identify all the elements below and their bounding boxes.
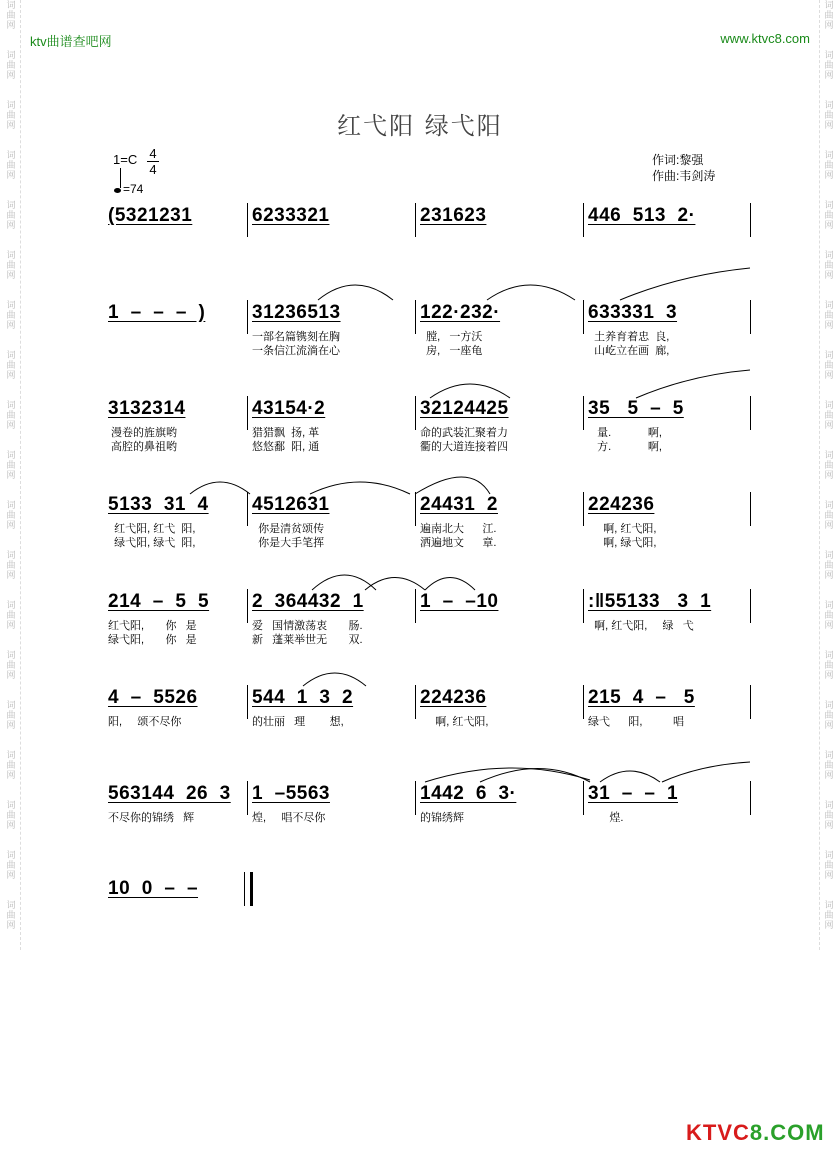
lyric-line — [588, 825, 678, 839]
lyrics — [108, 906, 198, 934]
lyric-line: 的锦绣辉 — [420, 812, 464, 824]
score-row — [0, 302, 840, 372]
lyric-line — [420, 633, 498, 647]
measure — [108, 494, 209, 550]
lyrics — [420, 715, 488, 743]
measure-notes: 231623 — [420, 205, 487, 226]
lyric-line: 绿弋阳, 绿弋 阳, — [108, 537, 196, 549]
lyric-line: 量. 啊, — [588, 427, 662, 439]
barline — [583, 396, 584, 430]
barline — [415, 203, 416, 237]
lyric-line — [108, 330, 205, 344]
measure — [252, 302, 341, 358]
slur — [415, 477, 490, 494]
lyric-line: 一部名篇镌刻在胸 — [252, 331, 340, 343]
measure — [108, 205, 192, 261]
lyric-line: 遍南北大 江. — [420, 523, 497, 535]
lyric-line: 绿弋 阳, 唱 — [588, 716, 684, 728]
lyric-line: 洒遍地文 章. — [420, 537, 497, 549]
lyric-line: 命的武装汇聚着力 — [420, 427, 508, 439]
barline — [415, 492, 416, 526]
measure — [420, 591, 498, 647]
lyric-line — [252, 247, 329, 261]
barline — [750, 781, 751, 815]
lyric-line: 膛, 一方沃 — [420, 331, 483, 343]
measure-notes: 43154·2 — [252, 398, 326, 419]
score-row — [0, 494, 840, 564]
lyric-line: 猎猎飘 扬, 革 — [252, 427, 320, 439]
composer: 作曲:韦剑涛 — [652, 169, 716, 183]
barline — [583, 685, 584, 719]
score-row — [0, 687, 840, 757]
lyric-line: 你是大手笔挥 — [252, 537, 325, 549]
site-url-link[interactable]: www.ktvc8.com — [720, 31, 810, 46]
lyric-line: 你是清贫颂传 — [252, 523, 325, 535]
barline — [750, 300, 751, 334]
lyric-line: 衢的大道连接着四 — [420, 441, 508, 453]
measure-notes: 214 – 5 5 — [108, 591, 210, 612]
tempo-value: =74 — [123, 182, 144, 196]
lyrics — [108, 715, 198, 743]
lyric-line: 的壮丽 理 想, — [252, 716, 344, 728]
lyric-line — [108, 344, 205, 358]
site-name-link[interactable]: ktv曲谱查吧网 — [30, 34, 112, 49]
measure — [420, 494, 498, 550]
slur — [303, 673, 366, 686]
measure — [252, 687, 353, 743]
lyric-line: 爱 国情激荡衷 肠. — [252, 620, 363, 632]
lyric-line: 新 蓬莱举世无 双. — [252, 634, 363, 646]
measure-notes: :‖55133 3 1 — [588, 591, 712, 612]
lyrics — [420, 330, 500, 358]
measure-notes: 1442 6 3· — [420, 783, 517, 804]
measure — [108, 878, 198, 934]
lyric-line — [420, 247, 486, 261]
quarter-note-icon — [114, 188, 121, 193]
measure — [420, 687, 488, 743]
measure-notes: 3132314 — [108, 398, 186, 419]
lyrics — [588, 522, 656, 550]
measure — [588, 783, 678, 839]
lyric-line — [108, 825, 231, 839]
measure-notes: 122·232· — [420, 302, 501, 323]
lyric-line — [108, 906, 198, 920]
score-row — [0, 591, 840, 661]
barline — [247, 589, 248, 623]
barline — [583, 589, 584, 623]
barline — [750, 685, 751, 719]
measure — [588, 591, 711, 647]
measure — [252, 591, 364, 647]
lyric-line — [108, 920, 198, 934]
measure-notes: 5133 31 4 — [108, 494, 209, 515]
lyrics — [108, 233, 192, 261]
lyric-line: 高腔的鼻祖哟 — [108, 441, 178, 453]
barline — [415, 685, 416, 719]
lyricist: 作词:黎强 — [652, 153, 704, 167]
lyrics — [108, 330, 205, 358]
measure-notes: 633331 3 — [588, 302, 678, 323]
lyric-line — [588, 729, 695, 743]
slur — [430, 384, 510, 398]
lyric-line — [588, 633, 711, 647]
measure-notes: 6233321 — [252, 205, 330, 226]
barline — [750, 396, 751, 430]
lyrics — [108, 619, 209, 647]
lyrics — [420, 233, 486, 261]
lyric-line: 煌. — [588, 812, 624, 824]
slur — [480, 769, 590, 783]
lyric-line: 红弋阳, 你 是 — [108, 620, 197, 632]
lyrics — [588, 233, 695, 261]
lyric-line: 悠悠鄱 阳, 通 — [252, 441, 320, 453]
barline — [415, 781, 416, 815]
lyrics — [252, 330, 341, 358]
barline — [415, 589, 416, 623]
lyric-line: 房, 一座龟 — [420, 345, 483, 357]
slur — [636, 370, 750, 398]
barline — [247, 203, 248, 237]
song-title: 红弋阳 绿弋阳 — [337, 112, 503, 140]
lyric-line: 土养育着忠 良, — [588, 331, 670, 343]
lyric-line — [420, 729, 488, 743]
measure — [588, 302, 677, 358]
barline — [247, 685, 248, 719]
measure — [108, 687, 198, 743]
measure — [420, 205, 486, 261]
lyrics — [420, 522, 498, 550]
tempo-marking — [114, 182, 143, 196]
lyrics — [588, 715, 695, 743]
lyric-line: 方. 啊, — [588, 441, 662, 453]
slur — [425, 768, 590, 782]
logo-part2: 8.COM — [749, 1120, 825, 1145]
slur — [425, 578, 475, 591]
slur — [365, 578, 425, 591]
lyric-line: 啊, 绿弋阳, — [588, 537, 657, 549]
barline — [247, 492, 248, 526]
key-signature: 1=C — [113, 152, 138, 167]
barline — [583, 492, 584, 526]
measure-notes: 31 – – 1 — [588, 783, 679, 804]
lyric-line: 煌, 唱不尽你 — [252, 812, 326, 824]
measure-notes: (5321231 — [108, 205, 193, 226]
score-row — [0, 878, 840, 948]
lyric-line: 啊, 红弋阳, — [420, 716, 489, 728]
lyric-line — [108, 247, 192, 261]
measure-notes: 224236 — [588, 494, 655, 515]
measure-notes: 563144 26 3 — [108, 783, 231, 804]
slur — [310, 482, 410, 494]
lyrics — [252, 811, 330, 839]
watermark-right: 词 曲 网 词 曲 网 词 曲 网 词 曲 网 词 曲 网 词 曲 网 词 曲 网 词 曲 网 词 曲 网 词 曲 网 词 曲 网 词 曲 网 词 曲 网 词 曲 网 词 曲 网 词 曲 网 词 曲 网 词 曲 网 词 曲 网 — [819, 0, 838, 950]
slur — [600, 771, 660, 782]
slur — [487, 285, 575, 300]
lyrics — [252, 715, 353, 743]
measure — [420, 783, 516, 839]
ktvc8-logo — [686, 1120, 825, 1146]
measure-notes: 1 –5563 — [252, 783, 330, 804]
measure-notes: 544 1 3 2 — [252, 687, 354, 708]
lyric-line — [252, 233, 329, 247]
measure-notes: 35 5 – 5 — [588, 398, 684, 419]
lyric-line — [420, 619, 498, 633]
measure — [588, 398, 684, 454]
measure-notes: 31236513 — [252, 302, 341, 323]
lyric-line — [252, 825, 330, 839]
score-row — [0, 783, 840, 853]
lyrics — [252, 426, 325, 454]
lyric-line: 阳, 颂不尽你 — [108, 716, 182, 728]
measure-notes: 10 0 – – — [108, 878, 199, 899]
measure — [252, 205, 329, 261]
lyrics — [588, 619, 711, 647]
barline — [415, 396, 416, 430]
time-bottom: 4 — [149, 162, 157, 177]
lyric-line — [588, 247, 695, 261]
lyric-line: 山屹立在画 廊, — [588, 345, 670, 357]
measure — [252, 494, 329, 550]
barline — [247, 300, 248, 334]
time-signature — [147, 146, 159, 177]
lyrics — [588, 426, 684, 454]
measure — [588, 205, 695, 261]
measure — [420, 398, 509, 454]
measure — [588, 687, 695, 743]
lyrics — [420, 619, 498, 647]
measure — [588, 494, 656, 550]
barline — [583, 300, 584, 334]
credits — [652, 152, 715, 184]
lyrics — [252, 522, 329, 550]
lyrics — [420, 426, 509, 454]
measure-notes: 1 – –10 — [420, 591, 499, 612]
measure-notes: 215 4 – 5 — [588, 687, 695, 708]
measure-notes: 4512631 — [252, 494, 330, 515]
lyrics — [252, 619, 364, 647]
barline — [415, 300, 416, 334]
lyrics — [108, 522, 209, 550]
lyric-line: 不尽你的锦绣 辉 — [108, 812, 195, 824]
measure — [108, 591, 209, 647]
time-top: 4 — [147, 146, 159, 162]
measure — [108, 302, 205, 358]
barline — [750, 589, 751, 623]
lyrics — [420, 811, 516, 839]
measure-notes: 1 – – – ) — [108, 302, 206, 323]
slur — [190, 482, 250, 494]
slur — [662, 762, 750, 782]
barline — [247, 781, 248, 815]
lyric-line: 漫卷的旌旗哟 — [108, 427, 178, 439]
lyric-line: 绿弋阳, 你 是 — [108, 634, 197, 646]
barline — [750, 492, 751, 526]
lyric-line — [108, 729, 198, 743]
lyric-line — [108, 233, 192, 247]
barline — [583, 203, 584, 237]
lyrics — [252, 233, 329, 261]
barline — [247, 396, 248, 430]
lyric-line — [420, 233, 486, 247]
lyrics — [588, 330, 677, 358]
logo-part1: KTVC — [686, 1120, 750, 1145]
score-row — [0, 205, 840, 275]
measure-notes: 224236 — [420, 687, 487, 708]
measure — [108, 398, 185, 454]
barline — [750, 203, 751, 237]
measure-notes: 446 513 2· — [588, 205, 696, 226]
measure — [420, 302, 500, 358]
lyric-line: 一条信江流淌在心 — [252, 345, 340, 357]
lyric-line — [252, 729, 353, 743]
lyrics — [108, 811, 231, 839]
measure-notes: 4 – 5526 — [108, 687, 198, 708]
slur — [312, 575, 376, 590]
watermark-left: 词 曲 网 词 曲 网 词 曲 网 词 曲 网 词 曲 网 词 曲 网 词 曲 网 词 曲 网 词 曲 网 词 曲 网 词 曲 网 词 曲 网 词 曲 网 词 曲 网 词 曲 网 词 曲 网 词 曲 网 词 曲 网 词 曲 网 — [2, 0, 21, 950]
barline — [583, 781, 584, 815]
final-barline — [244, 872, 253, 906]
measure-notes: 2 364432 1 — [252, 591, 364, 612]
measure-notes: 24431 2 — [420, 494, 498, 515]
lyric-line: 啊, 红弋阳, 绿 弋 — [588, 620, 694, 632]
lyrics — [588, 811, 678, 839]
lyric-line: 红弋阳, 红弋 阳, — [108, 523, 196, 535]
slur — [318, 285, 393, 300]
measure — [252, 783, 330, 839]
lyric-line — [588, 233, 695, 247]
measure-notes: 32124425 — [420, 398, 509, 419]
score-row — [0, 398, 840, 468]
lyrics — [108, 426, 185, 454]
lyric-line: 啊, 红弋阳, — [588, 523, 657, 535]
measure — [252, 398, 325, 454]
lyric-line — [420, 825, 516, 839]
measure — [108, 783, 231, 839]
